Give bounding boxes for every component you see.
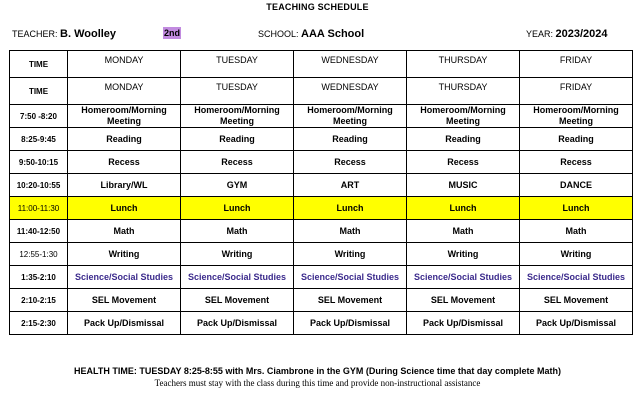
activity-cell: Reading bbox=[520, 128, 633, 151]
schedule-row-lunch bbox=[10, 197, 633, 220]
activity-cell: Writing bbox=[294, 243, 407, 266]
activity-cell: Recess bbox=[294, 151, 407, 174]
activity-cell: Science/Social Studies bbox=[520, 266, 633, 289]
year-value: 2023/2024 bbox=[555, 28, 608, 40]
activity-cell: Reading bbox=[68, 128, 181, 151]
day-header-cell: THURSDAY bbox=[407, 51, 520, 78]
day-header-cell: FRIDAY bbox=[520, 51, 633, 78]
time-cell: 8:25-9:45 bbox=[10, 128, 68, 151]
activity-cell: Pack Up/Dismissal bbox=[520, 312, 633, 335]
activity-cell: Lunch bbox=[520, 197, 633, 220]
activity-cell: Writing bbox=[407, 243, 520, 266]
year-label: YEAR: bbox=[526, 29, 556, 39]
activity-cell: Homeroom/Morning Meeting bbox=[294, 105, 407, 128]
activity-cell: Science/Social Studies bbox=[181, 266, 294, 289]
activity-cell: Recess bbox=[181, 151, 294, 174]
activity-cell: ART bbox=[294, 174, 407, 197]
day-header-cell: TUESDAY bbox=[181, 51, 294, 78]
activity-cell: Lunch bbox=[181, 197, 294, 220]
schedule-row-science bbox=[10, 266, 633, 289]
activity-cell: SEL Movement bbox=[181, 289, 294, 312]
time-cell: 2:10-2:15 bbox=[10, 289, 68, 312]
schedule-row-dismissal bbox=[10, 312, 633, 335]
day-header-row bbox=[10, 78, 633, 105]
teacher-assistance-note: Teachers must stay with the class during this time and provide non-instructional assistance bbox=[154, 378, 481, 388]
schedule-row-reading bbox=[10, 128, 633, 151]
activity-cell: Homeroom/Morning Meeting bbox=[68, 105, 181, 128]
activity-cell: Recess bbox=[407, 151, 520, 174]
activity-cell: Reading bbox=[294, 128, 407, 151]
day-header-cell: THURSDAY bbox=[407, 78, 520, 105]
school-name: AAA School bbox=[301, 28, 365, 40]
schedule-row-homeroom bbox=[10, 105, 633, 128]
time-cell: 7:50 -8:20 bbox=[10, 105, 68, 128]
teacher-name: B. Woolley bbox=[60, 28, 117, 40]
schedule-row-math bbox=[10, 220, 633, 243]
page-title: TEACHING SCHEDULE bbox=[266, 2, 369, 12]
activity-cell: Writing bbox=[520, 243, 633, 266]
activity-cell: Recess bbox=[68, 151, 181, 174]
schedule-table bbox=[9, 50, 633, 335]
teacher-label: TEACHER: bbox=[12, 29, 61, 39]
activity-cell: Lunch bbox=[68, 197, 181, 220]
activity-cell: Reading bbox=[181, 128, 294, 151]
time-cell: 11:00-11:30 bbox=[10, 197, 68, 220]
activity-cell: Writing bbox=[181, 243, 294, 266]
grade-badge: 2nd bbox=[163, 28, 180, 38]
activity-cell: Science/Social Studies bbox=[68, 266, 181, 289]
activity-cell: Math bbox=[520, 220, 633, 243]
day-header-cell: TUESDAY bbox=[181, 78, 294, 105]
activity-cell: Reading bbox=[407, 128, 520, 151]
year-field bbox=[526, 28, 608, 40]
time-header-cell: TIME bbox=[10, 51, 68, 78]
activity-cell: Pack Up/Dismissal bbox=[181, 312, 294, 335]
time-header-cell: TIME bbox=[10, 78, 68, 105]
activity-cell: SEL Movement bbox=[68, 289, 181, 312]
day-header-row bbox=[10, 51, 633, 78]
activity-cell: Math bbox=[181, 220, 294, 243]
time-cell: 12:55-1:30 bbox=[10, 243, 68, 266]
activity-cell: Homeroom/Morning Meeting bbox=[181, 105, 294, 128]
activity-cell: Math bbox=[407, 220, 520, 243]
activity-cell: Library/WL bbox=[68, 174, 181, 197]
time-cell: 1:35-2:10 bbox=[10, 266, 68, 289]
day-header-cell: MONDAY bbox=[68, 78, 181, 105]
activity-cell: GYM bbox=[181, 174, 294, 197]
activity-cell: SEL Movement bbox=[294, 289, 407, 312]
health-time-note: HEALTH TIME: TUESDAY 8:25-8:55 with Mrs. Ciambrone in the GYM (During Science time that day complete Math) bbox=[74, 366, 561, 376]
school-field bbox=[258, 28, 364, 40]
activity-cell: Lunch bbox=[294, 197, 407, 220]
activity-cell: SEL Movement bbox=[407, 289, 520, 312]
time-cell: 10:20-10:55 bbox=[10, 174, 68, 197]
schedule-row-sel bbox=[10, 289, 633, 312]
time-cell: 9:50-10:15 bbox=[10, 151, 68, 174]
activity-cell: Homeroom/Morning Meeting bbox=[520, 105, 633, 128]
day-header-cell: WEDNESDAY bbox=[294, 51, 407, 78]
activity-cell: SEL Movement bbox=[520, 289, 633, 312]
schedule-row-writing bbox=[10, 243, 633, 266]
activity-cell: Science/Social Studies bbox=[407, 266, 520, 289]
time-cell: 2:15-2:30 bbox=[10, 312, 68, 335]
day-header-cell: FRIDAY bbox=[520, 78, 633, 105]
day-header-cell: MONDAY bbox=[68, 51, 181, 78]
activity-cell: DANCE bbox=[520, 174, 633, 197]
activity-cell: Math bbox=[68, 220, 181, 243]
activity-cell: Pack Up/Dismissal bbox=[294, 312, 407, 335]
activity-cell: Homeroom/Morning Meeting bbox=[407, 105, 520, 128]
schedule-row-specials bbox=[10, 174, 633, 197]
teacher-field bbox=[12, 28, 116, 40]
schedule-row-recess bbox=[10, 151, 633, 174]
activity-cell: Writing bbox=[68, 243, 181, 266]
activity-cell: Lunch bbox=[407, 197, 520, 220]
activity-cell: MUSIC bbox=[407, 174, 520, 197]
activity-cell: Pack Up/Dismissal bbox=[68, 312, 181, 335]
day-header-cell: WEDNESDAY bbox=[294, 78, 407, 105]
time-cell: 11:40-12:50 bbox=[10, 220, 68, 243]
activity-cell: Science/Social Studies bbox=[294, 266, 407, 289]
activity-cell: Pack Up/Dismissal bbox=[407, 312, 520, 335]
school-label: SCHOOL: bbox=[258, 29, 302, 39]
activity-cell: Recess bbox=[520, 151, 633, 174]
activity-cell: Math bbox=[294, 220, 407, 243]
